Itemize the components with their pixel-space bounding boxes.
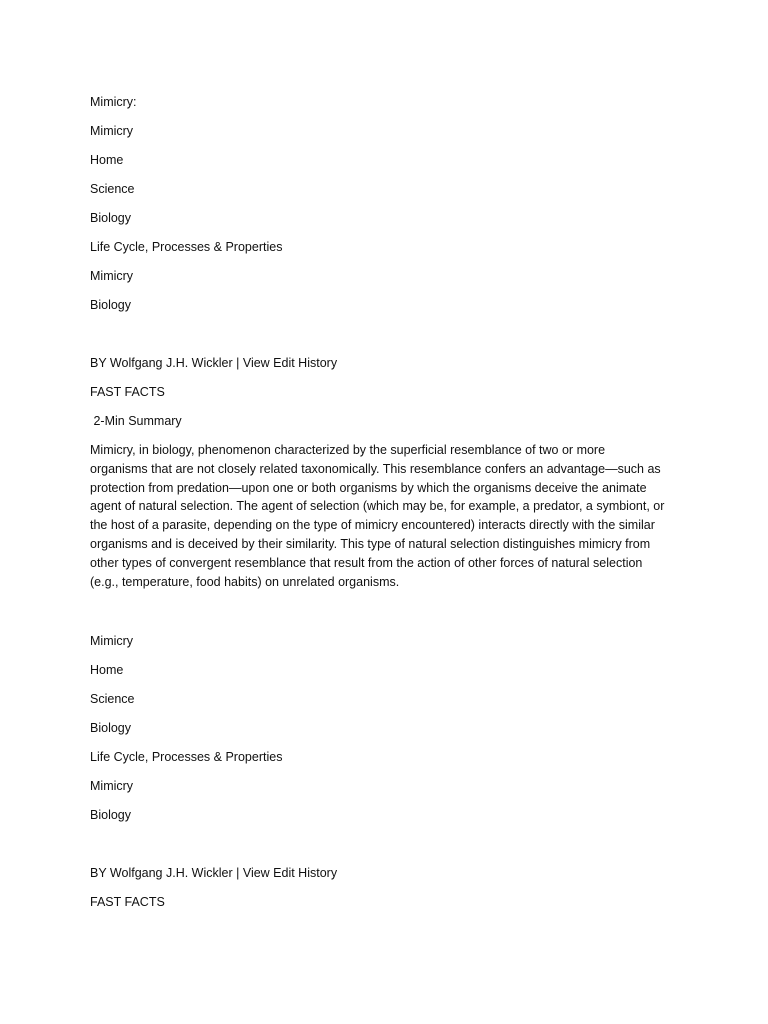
summary-line: agent of natural selection. The agent of selection (which may be, for example, a predator, a symbiont, or [90,499,665,514]
nav-item-biology: Biology [90,211,131,225]
nav-item-mimicry-2: Mimicry [90,779,134,793]
nav-item-home: Home [90,663,124,677]
summary-line: organisms and is deceived by their similarity. This type of natural selection distinguishes mimicry from [90,536,651,551]
summary-line: organisms that are not closely related taxonomically. This resemblance confers an advantage—such as [90,461,661,476]
summary-line: Mimicry, in biology, phenomenon characterized by the superficial resemblance of two or more [90,443,606,457]
nav-item-life-cycle: Life Cycle, Processes & Properties [90,240,283,254]
summary-line: other types of convergent resemblance that result from the action of other forces of natural selection [90,555,643,570]
fast-facts-heading: FAST FACTS [90,895,165,909]
summary-paragraph [90,441,682,591]
byline: BY Wolfgang J.H. Wickler | View Edit History [90,866,338,880]
byline: BY Wolfgang J.H. Wickler | View Edit History [90,356,338,370]
nav-item-biology-2: Biology [90,808,131,822]
nav-item-life-cycle: Life Cycle, Processes & Properties [90,750,283,764]
nav-item-science: Science [90,182,135,196]
nav-item-mimicry: Mimicry [90,634,134,648]
nav-item-biology: Biology [90,721,131,735]
summary-label: 2-Min Summary [90,414,182,428]
document-page [90,0,690,1024]
summary-line: the host of a parasite, depending on the type of mimicry encountered) interacts directly with the similar [90,518,655,533]
nav-item-science: Science [90,692,135,706]
document-title: Mimicry: [90,95,137,109]
nav-item-home: Home [90,153,124,167]
nav-item-biology-2: Biology [90,298,131,312]
summary-line: protection from predation—upon one or both organisms by which the organisms deceive the animate [90,480,647,495]
summary-line: (e.g., temperature, food habits) on unrelated organisms. [90,574,400,589]
nav-item-mimicry: Mimicry [90,124,134,138]
fast-facts-heading: FAST FACTS [90,385,165,399]
nav-item-mimicry-2: Mimicry [90,269,134,283]
